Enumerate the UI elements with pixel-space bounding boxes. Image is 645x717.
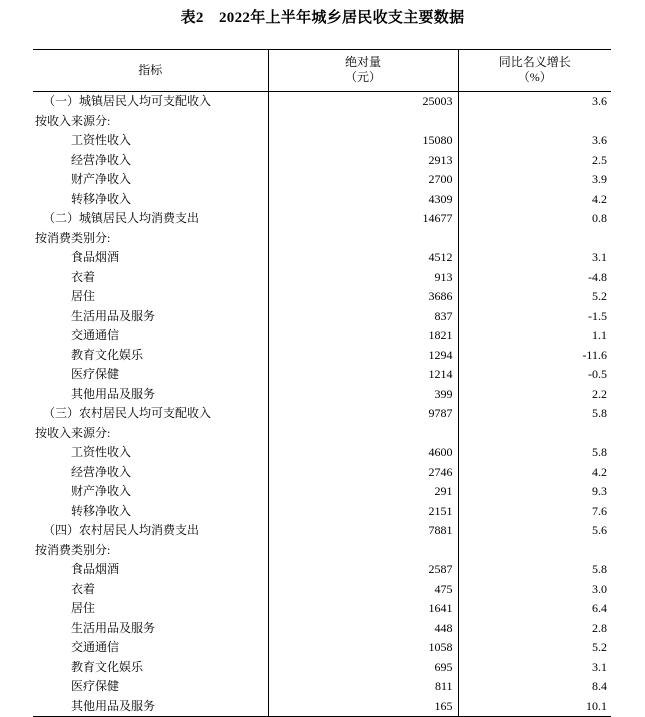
row-absolute-value: 4600 (268, 443, 458, 463)
table-row (33, 463, 611, 483)
row-label: 经营净收入 (71, 152, 132, 167)
row-label: 交通通信 (71, 328, 120, 342)
row-absolute-value (268, 424, 458, 444)
row-absolute-value: 291 (268, 482, 458, 502)
row-absolute-value: 1214 (268, 365, 458, 385)
row-absolute-value: 2913 (268, 151, 458, 171)
row-absolute-value: 2700 (268, 170, 458, 190)
row-absolute-value: 399 (268, 385, 458, 405)
row-growth-value (458, 541, 611, 561)
row-absolute-value: 14677 (268, 209, 458, 229)
row-label: （三）农村居民人均可支配收入 (43, 406, 212, 420)
row-growth-value: 3.1 (458, 248, 611, 268)
row-absolute-value: 1641 (268, 599, 458, 619)
row-label: 按消费类别分: (35, 230, 111, 245)
row-growth-value: 5.8 (458, 443, 611, 463)
row-label: 工资性收入 (71, 133, 132, 147)
row-label: 医疗保健 (71, 367, 120, 381)
row-growth-value: 9.3 (458, 482, 611, 502)
row-growth-value: -11.6 (458, 346, 611, 366)
statistics-table (33, 49, 611, 717)
row-growth-value: 8.4 (458, 677, 611, 697)
row-absolute-value (268, 112, 458, 132)
row-absolute-value: 913 (268, 268, 458, 288)
row-label: 经营净收入 (71, 464, 132, 479)
table-row (33, 424, 611, 444)
table-row (33, 404, 611, 424)
row-growth-value (458, 112, 611, 132)
row-label: 财产净收入 (71, 172, 132, 186)
row-growth-value: 5.2 (458, 287, 611, 307)
table-row (33, 92, 611, 112)
column-header-growth-title: 同比名义增长 (498, 55, 571, 69)
row-label: 其他用品及服务 (71, 386, 156, 401)
row-growth-value: 5.8 (458, 560, 611, 580)
table-row (33, 560, 611, 580)
table-row (33, 658, 611, 678)
page-title: 表2 2022年上半年城乡居民收支主要数据 (180, 10, 465, 26)
row-absolute-value: 695 (268, 658, 458, 678)
row-label: 医疗保健 (71, 679, 120, 693)
table-row (33, 443, 611, 463)
row-growth-value (458, 424, 611, 444)
row-label: 衣着 (71, 581, 96, 596)
row-label: 按收入来源分: (35, 425, 111, 440)
row-label: 食品烟酒 (71, 562, 120, 576)
row-growth-value: -0.5 (458, 365, 611, 385)
row-growth-value: 2.8 (458, 619, 611, 639)
row-absolute-value: 475 (268, 580, 458, 600)
row-growth-value: 4.2 (458, 190, 611, 210)
table-body (33, 92, 611, 717)
table-row (33, 385, 611, 405)
row-growth-value: 3.1 (458, 658, 611, 678)
row-label: 居住 (71, 601, 96, 615)
row-growth-value: 5.6 (458, 521, 611, 541)
table-row (33, 307, 611, 327)
table-row (33, 521, 611, 541)
row-absolute-value: 2151 (268, 502, 458, 522)
row-label: 居住 (71, 289, 96, 303)
row-label: 衣着 (71, 269, 96, 284)
table-row (33, 131, 611, 151)
column-header-absolute-unit: （元） (344, 70, 381, 84)
table-row (33, 151, 611, 171)
row-label: 教育文化娱乐 (71, 659, 144, 674)
table-row (33, 365, 611, 385)
row-growth-value (458, 229, 611, 249)
row-growth-value: 2.2 (458, 385, 611, 405)
row-label: （一）城镇居民人均可支配收入 (43, 94, 212, 108)
row-absolute-value: 811 (268, 677, 458, 697)
table-row (33, 248, 611, 268)
row-absolute-value: 1821 (268, 326, 458, 346)
table-row (33, 482, 611, 502)
table-row (33, 697, 611, 717)
row-growth-value: 10.1 (458, 697, 611, 717)
row-absolute-value: 15080 (268, 131, 458, 151)
row-label: 转移净收入 (71, 191, 132, 206)
table-row (33, 112, 611, 132)
row-label: 教育文化娱乐 (71, 347, 144, 362)
row-growth-value: 1.1 (458, 326, 611, 346)
row-absolute-value: 4512 (268, 248, 458, 268)
column-header-growth-unit: （%） (517, 70, 552, 84)
row-label: 食品烟酒 (71, 250, 120, 264)
table-row (33, 541, 611, 561)
row-absolute-value (268, 541, 458, 561)
column-header-absolute (268, 50, 458, 92)
row-absolute-value: 2587 (268, 560, 458, 580)
row-growth-value: 5.2 (458, 638, 611, 658)
row-growth-value: 7.6 (458, 502, 611, 522)
column-header-growth (458, 50, 611, 92)
table-row (33, 580, 611, 600)
table-row (33, 502, 611, 522)
table-row (33, 170, 611, 190)
row-growth-value: 0.8 (458, 209, 611, 229)
row-growth-value: -1.5 (458, 307, 611, 327)
row-growth-value: 3.6 (458, 92, 611, 112)
row-absolute-value: 837 (268, 307, 458, 327)
row-growth-value: -4.8 (458, 268, 611, 288)
row-absolute-value (268, 229, 458, 249)
row-label: 生活用品及服务 (71, 620, 156, 635)
row-absolute-value: 7881 (268, 521, 458, 541)
table-row (33, 287, 611, 307)
row-absolute-value: 25003 (268, 92, 458, 112)
row-label: 工资性收入 (71, 445, 132, 459)
row-growth-value: 3.0 (458, 580, 611, 600)
row-label: （二）城镇居民人均消费支出 (43, 211, 200, 225)
table-row (33, 190, 611, 210)
row-absolute-value: 4309 (268, 190, 458, 210)
row-absolute-value: 9787 (268, 404, 458, 424)
table-row (33, 229, 611, 249)
row-absolute-value: 1058 (268, 638, 458, 658)
table-row (33, 599, 611, 619)
row-label: 转移净收入 (71, 503, 132, 518)
header-row (33, 50, 611, 92)
column-header-absolute-title: 绝对量 (344, 55, 381, 69)
row-label: 生活用品及服务 (71, 308, 156, 323)
row-growth-value: 6.4 (458, 599, 611, 619)
row-label: 财产净收入 (71, 484, 132, 498)
row-absolute-value: 3686 (268, 287, 458, 307)
table-row (33, 326, 611, 346)
row-growth-value: 4.2 (458, 463, 611, 483)
row-label: （四）农村居民人均消费支出 (43, 523, 200, 537)
row-growth-value: 3.9 (458, 170, 611, 190)
row-absolute-value: 165 (268, 697, 458, 717)
table-row (33, 677, 611, 697)
row-label: 其他用品及服务 (33, 697, 268, 717)
row-growth-value: 5.8 (458, 404, 611, 424)
row-absolute-value: 1294 (268, 346, 458, 366)
table-row (33, 619, 611, 639)
row-label: 按消费类别分: (35, 542, 111, 557)
row-growth-value: 3.6 (458, 131, 611, 151)
row-growth-value: 2.5 (458, 151, 611, 171)
row-label: 按收入来源分: (35, 113, 111, 128)
row-absolute-value: 2746 (268, 463, 458, 483)
table-header (33, 50, 611, 92)
table-row (33, 346, 611, 366)
row-label: 交通通信 (71, 640, 120, 654)
table-row (33, 268, 611, 288)
column-header-indicator: 指标 (33, 50, 268, 92)
row-absolute-value: 448 (268, 619, 458, 639)
table-row (33, 209, 611, 229)
